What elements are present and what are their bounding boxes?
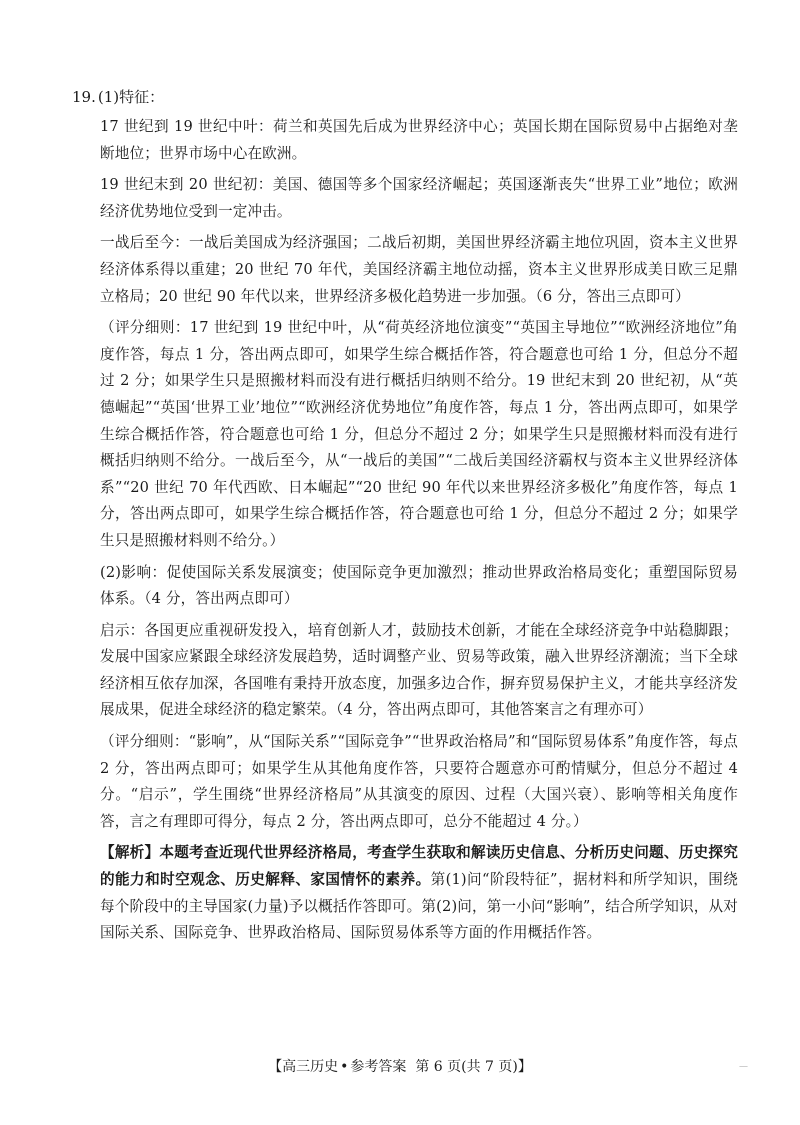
part1-heading: (1)特征： <box>97 88 165 106</box>
footer-subject: 高三历史 <box>282 1059 339 1075</box>
analysis-rest: 第(1)问“阶段特征”，据材料和所学知识，围绕每个阶段中的主导国家(力量)予以概括作答即可。第(2)问，第一小问“影响”，结合所学知识，从对国际关系、国际竞争、世界政治格局、国际贸易体系等方面的作用概括作答。 <box>100 871 738 942</box>
footer-doc-type: 参考答案 <box>350 1059 407 1075</box>
corner-mark-decoration: — <box>739 1062 748 1072</box>
footer-close-bracket: 】 <box>517 1059 532 1075</box>
analysis-lead: 本题考查近现代世界经济格局，考查学生获取和解读历史信息、分析历史问题、历史探究的能力和时空观念、历史解释、家国情怀的素养。 <box>100 844 738 889</box>
stage3-paragraph: 一战后至今：一战后美国成为经济强国；二战后初期，美国世界经济霸主地位巩固，资本主义世界经济体系得以重建；20 世纪 70 年代，美国经济霸主地位动摇，资本主义世界形成美日欧三足鼎立格局；20 世纪 90 年代以来，世界经济多极化趋势进一步加强。（6 分，答出三点即可） <box>100 234 738 305</box>
stage1-paragraph: 17 世纪到 19 世纪中叶：荷兰和英国先后成为世界经济中心；英国长期在国际贸易中占据绝对垄断地位；世界市场中心在欧洲。 <box>100 118 738 162</box>
rubric2-paragraph: （评分细则：“影响”，从“国际关系”“国际竞争”“世界政治格局”和“国际贸易体系”角度作答，每点 2 分，答出两点即可；如果学生从其他角度作答，只要符合题意亦可酌情赋分，但总分不超过 4 分。“启示”，学生围绕“世界经济格局”从其演变的原因、过程（大国兴衰）、影响等相关角度作答，言之有理即可得分，每点 2 分，答出两点即可，总分不能超过 4 分。） <box>100 733 738 830</box>
answer-content <box>72 84 738 952</box>
stage2-paragraph: 19 世纪末到 20 世纪初：美国、德国等多个国家经济崛起；英国逐渐丧失“世界工业”地位；欧洲经济优势地位受到一定冲击。 <box>100 176 738 220</box>
question-number: 19. <box>72 88 96 106</box>
inspiration-paragraph: 启示：各国更应重视研发投入，培育创新人才，鼓励技术创新，才能在全球经济竞争中站稳脚跟；发展中国家应紧跟全球经济发展趋势，适时调整产业、贸易等政策，融入世界经济潮流；当下全球经济相互依存加深，各国唯有秉持开放态度，加强多边合作，摒弃贸易保护主义，才能共享经济发展成果，促进全球经济的稳定繁荣。（4 分，答出两点即可，其他答案言之有理亦可） <box>100 621 738 719</box>
footer-page-info: 第 6 页(共 7 页) <box>415 1059 518 1075</box>
analysis-paragraph <box>100 840 738 946</box>
analysis-tag: 【解析】 <box>100 844 160 862</box>
rubric1-paragraph: （评分细则：17 世纪到 19 世纪中叶，从“荷英经济地位演变”“英国主导地位”“欧洲经济地位”角度作答，每点 1 分，答出两点即可，如果学生综合概括作答，符合题意也可给 1 分，但总分不超过 2 分；如果学生只是照搬材料而没有进行概括归纳则不给分。19 世纪末到 20 世纪初，从“英德崛起”“英国‘世界工业’地位”“欧洲经济优势地位”角度作答，每点 1 分，答出两点即可，如果学生综合概括作答，符合题意也可给 1 分，但总分不超过 2 分；如果学生只是照搬材料而没有进行概括归纳则不给分。一战后至今，从“一战后的美国”“二战后美国经济霸权与资本主义世界经济体系”“20 世纪 70 年代西欧、日本崛起”“20 世纪 90 年代以来世界经济多极化”角度作答，每点 1 分，答出两点即可，如果学生综合概括作答，符合题意也可给 1 分，但总分不超过 2 分；如果学生只是照搬材料则不给分。） <box>100 319 738 549</box>
footer-open-bracket: 【 <box>268 1059 283 1075</box>
page-footer <box>0 1056 800 1078</box>
question-heading <box>72 84 732 110</box>
part2-paragraph: (2)影响：促使国际关系发展演变；使国际竞争更加激烈；推动世界政治格局变化；重塑国际贸易体系。（4 分，答出两点即可） <box>100 563 738 608</box>
footer-dot: • <box>340 1059 349 1075</box>
